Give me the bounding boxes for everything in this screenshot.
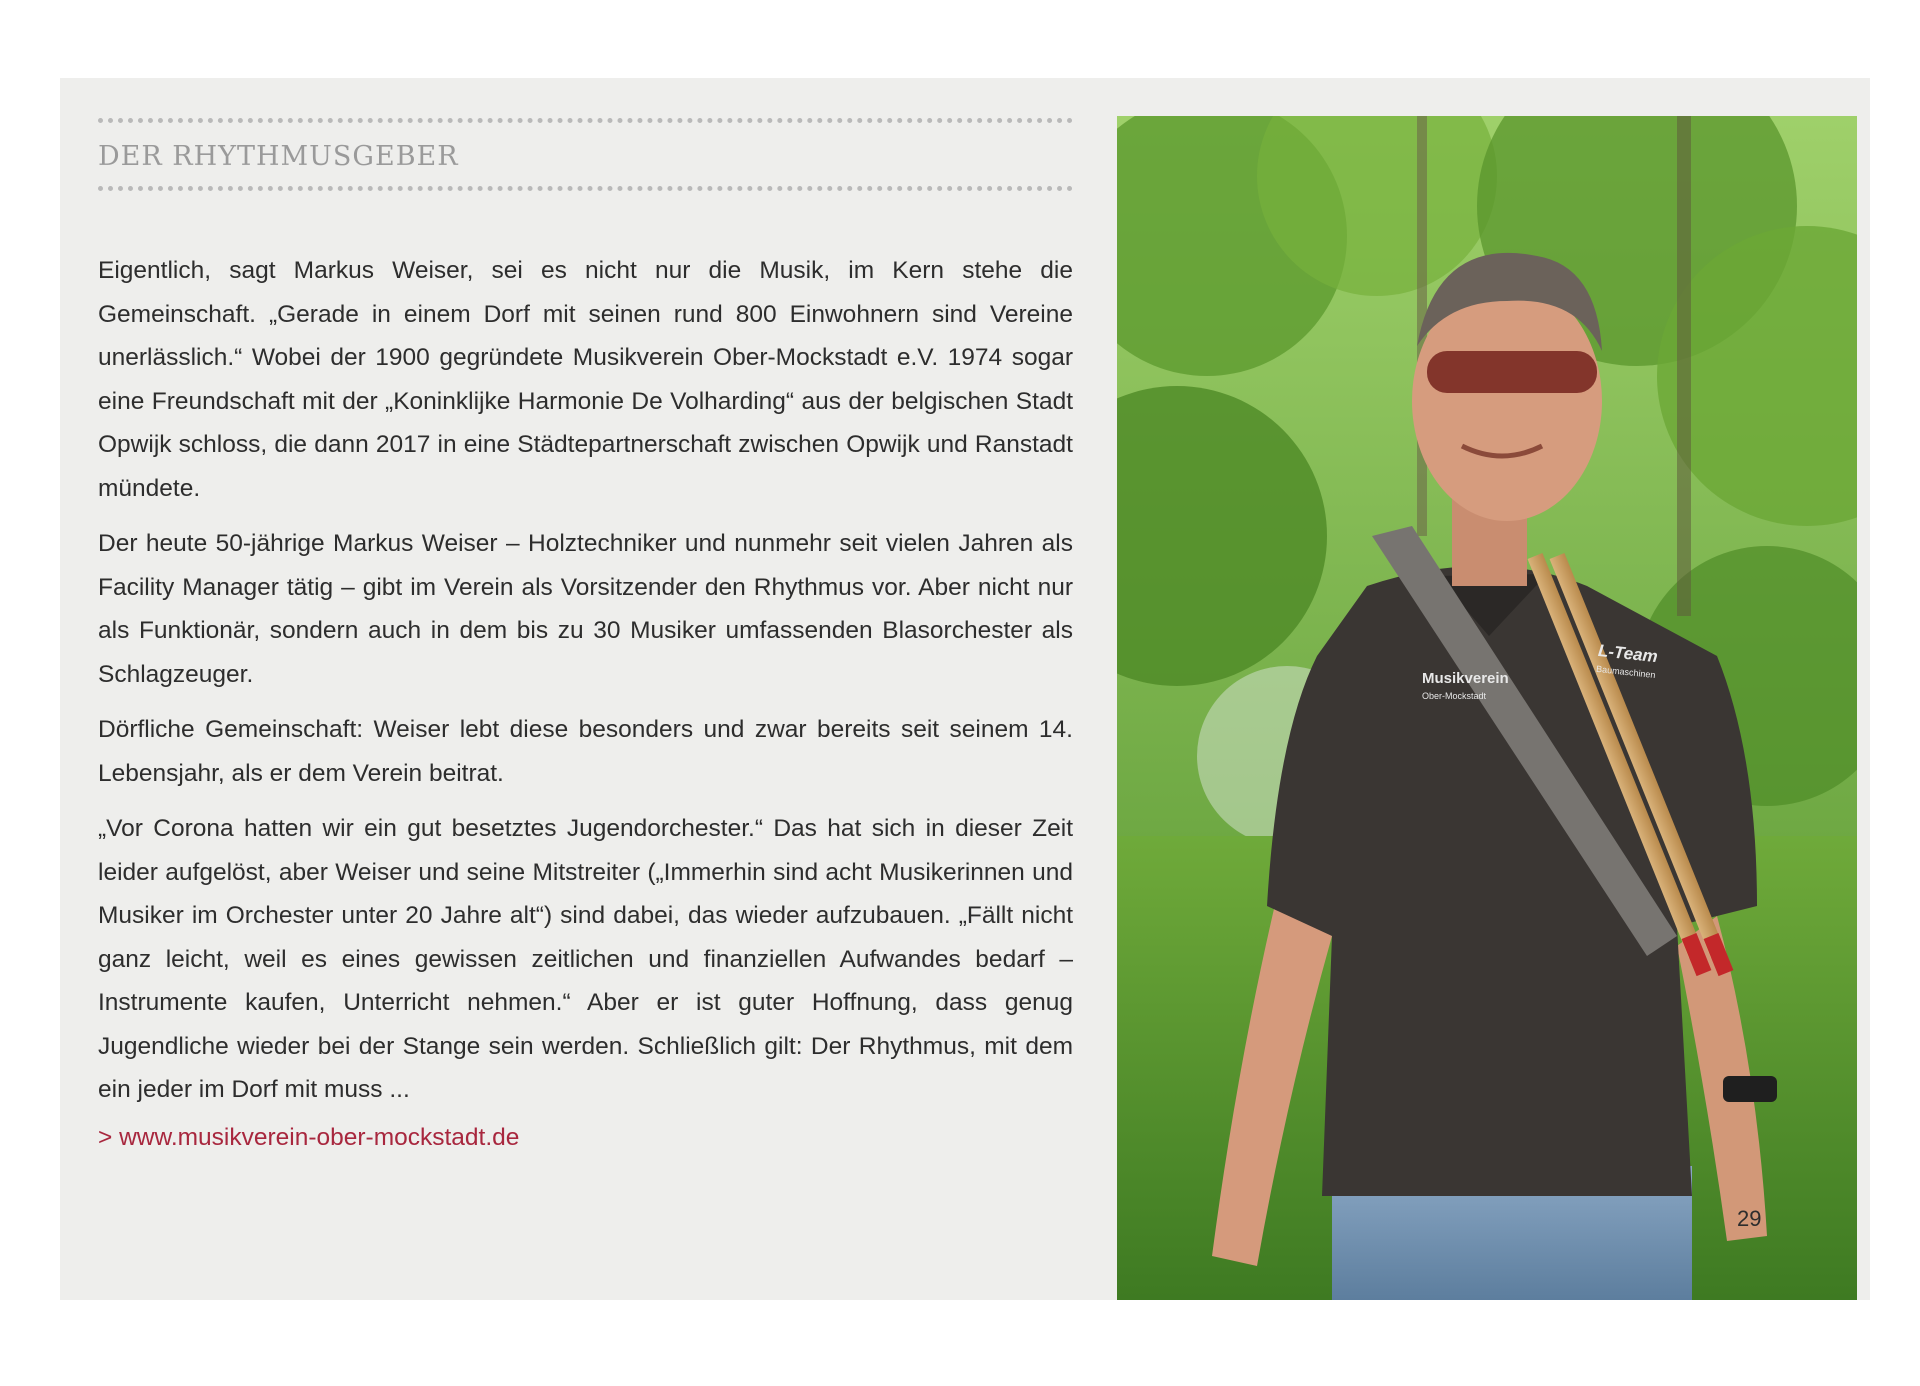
portrait-photo xyxy=(1117,116,1857,1300)
magazine-page xyxy=(60,78,1870,1300)
article-body xyxy=(98,249,1073,1112)
shirt-logo-right xyxy=(1595,640,1659,683)
logo-musikverein-text: Musikverein xyxy=(1422,670,1509,687)
article-heading: DER RHYTHMUSGEBER xyxy=(98,141,459,172)
shirt-logo-left xyxy=(1422,671,1509,704)
article-column xyxy=(98,118,1073,1152)
website-link[interactable]: > www.musikverein-ober-mockstadt.de xyxy=(98,1123,520,1151)
paragraph-2: Der heute 50-jährige Markus Weiser – Holztechniker und nunmehr seit vielen Jahren als Facility Manager tätig – gibt im Verein als Vorsitzender den Rhythmus vor. Aber nicht nur als Funktionär, sondern auch in dem bis zu 30 Musiker umfassenden Blasorchester als Schlagzeuger. xyxy=(98,530,1073,688)
paragraph-1: Eigentlich, sagt Markus Weiser, sei es nicht nur die Musik, im Kern stehe die Gemeinschaft. „Gerade in einem Dorf mit seinen rund 800 Einwohnern sind Vereine unerlässlich.“ Wobei der 1900 gegründete Musikverein Ober-Mockstadt e.V. 1974 sogar eine Freundschaft mit der „Koninklijke Harmonie De Volharding“ aus der belgischen Stadt Opwijk schloss, die dann 2017 in eine Städtepartnerschaft zwischen Opwijk und Ranstadt mündete. xyxy=(98,257,1073,502)
dotted-rule-top xyxy=(98,118,1073,123)
logo-lteam-sub: Baumaschinen xyxy=(1595,663,1656,681)
portrait-illustration xyxy=(1117,116,1857,1300)
logo-lteam-text: L-Team xyxy=(1597,640,1659,667)
paragraph-3: Dörfliche Gemeinschaft: Weiser lebt diese besonders und zwar bereits seit seinem 14. Lebensjahr, als er dem Verein beitrat. xyxy=(98,716,1073,787)
paragraph-4: „Vor Corona hatten wir ein gut besetztes Jugendorchester.“ Das hat sich in dieser Zeit leider aufgelöst, aber Weiser und seine Mitstreiter („Immerhin sind acht Musikerinnen und Musiker im Orchester unter 20 Jahre alt“) sind dabei, das wieder aufzubauen. „Fällt nicht ganz leicht, weil es eines gewissen zeitlichen und finanziellen Aufwandes bedarf – Instrumente kaufen, Unterricht nehmen.“ Aber er ist guter Hoffnung, dass genug Jugendliche wieder bei der Stange sein werden. Schließlich gilt: Der Rhythmus, mit dem ein jeder im Dorf mit muss ... xyxy=(98,815,1073,1103)
page-number: 29 xyxy=(1737,1206,1762,1231)
dotted-rule-bottom xyxy=(98,186,1073,191)
logo-musikverein-sub: Ober-Mockstadt xyxy=(1422,691,1487,701)
